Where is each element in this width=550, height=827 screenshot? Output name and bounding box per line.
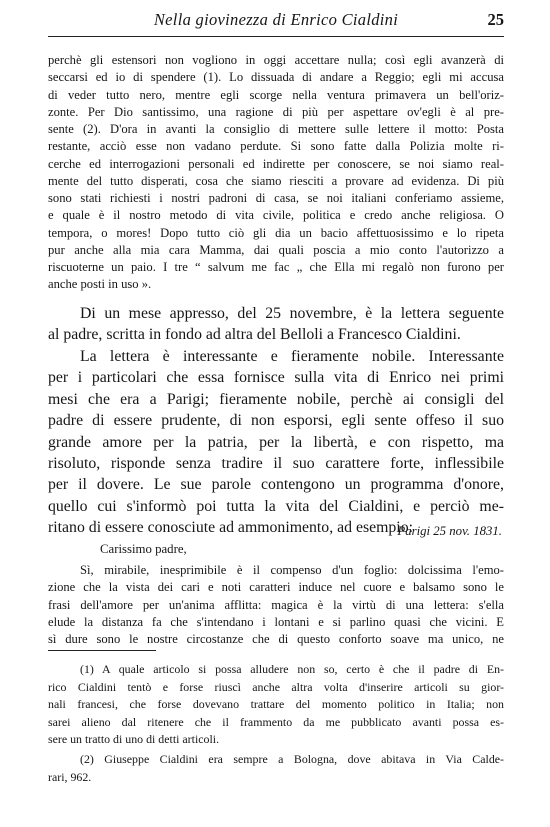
text-line: Sì, mirabile, inesprimibile è il compenso d'un foglio: dolcissima l'emo-: [80, 563, 504, 577]
text-line: per il dovere. Le sue parole contengono un programma d'onore,: [48, 476, 504, 494]
letter-salutation: Carissimo padre,: [100, 542, 187, 556]
text-line: ritano di essere conosciute ad ammonimento, ad esempio:: [48, 519, 413, 537]
text-line: rari, 962.: [48, 769, 92, 784]
text-line: sarei alieno dal ritenere che il frammento da me pubblicato avanti possa es-: [48, 714, 504, 729]
footnote-rule: [48, 650, 156, 651]
text-line: padre di essere prudente, di non esporsi, egli sente offeso il suo: [48, 412, 504, 430]
text-line: frasi dell'amore per un'anima afflitta: magica è la virtù di una lettera: s'ella: [48, 597, 504, 612]
text-line: per i particolari che essa fornisce sulla vita di Enrico nei primi: [48, 369, 504, 387]
text-line: tempora, o mores! Dopo tutto ciò gli dia un bacio affettuosissimo e lo ripeta: [48, 225, 504, 240]
text-line: sì dure sono le nostre circostanze che di questo conforto soave ma unico, ne: [48, 632, 504, 646]
text-line: nali francesi, che forse dovevano trattare del momento politico in Italia; non: [48, 697, 504, 712]
text-line: Di un mese appresso, del 25 novembre, è la lettera seguente: [80, 305, 504, 322]
text-line: e quale è il nostro metodo di vita civile, politica e credo anche religiosa. O: [48, 208, 504, 223]
text-line: zonte. Per Dio santissimo, una ragione di più per aspettare ov'egli è al pre-: [48, 104, 504, 119]
text-line: sono stati richiesti i nostri padroni di casa, se noi italiani conferiamo assieme,: [48, 191, 504, 205]
text-line: rico Cialdini tentò e forse riuscì anche altra volta d'inserire articoli su gior-: [48, 679, 504, 694]
text-line: cerche ed interrogazioni personali ed indirette per conoscere, se noi siamo real-: [48, 156, 504, 171]
letter-dateline: Parigi 25 nov. 1831.: [397, 524, 502, 538]
text-line: mente del tutto disperati, cosa che siamo riesciti a provare ad evidenza. Di più: [48, 173, 504, 188]
text-line: zione che la vista dei cari e noti caratteri induce nel cuore e balsamo sono le: [48, 580, 504, 595]
text-line: La lettera è interessante e fieramente nobile. Interessante: [80, 348, 504, 365]
text-line: sere un tratto di uno di detti articoli.: [48, 732, 220, 747]
running-title: Nella giovinezza di Enrico Cialdini: [153, 10, 399, 29]
text-line: di veder tutto nero, mentre egli scorge nella ventura primavera un bell'oriz-: [48, 87, 504, 102]
text-line: seccarsi ed io di spendere (1). Lo dissuada di andare a Reggio; egli mi accusa: [48, 70, 504, 85]
letter-continuation: [48, 52, 504, 294]
letter-body: [48, 562, 504, 648]
text-line: risoluto, risponde senza tradire il suo carattere forte, inflessibile: [48, 455, 504, 473]
text-line: sente (2). D'ora in avanti la consiglio di mettere sulle lettere il motto: Posta: [48, 122, 504, 136]
text-line: grande amore per la patria, per la libertà, e con rispetto, ma: [48, 433, 504, 451]
body-paragraph: [48, 346, 504, 539]
text-line: elude la distanza fa che s'intendano i lontani e si parlino quasi che vicini. E: [48, 614, 504, 629]
text-line: quello cui s'informò poi tutta la vita del Cialdini, e perciò me-: [48, 497, 504, 515]
text-line: pur anche alla mia cara Mamma, dai quali poscia a mio conto l'autorizzo a: [48, 242, 504, 257]
text-line: perchè gli estensori non vogliono in oggi accettare nulla; così egli avanzerà di: [48, 53, 504, 67]
footnote-1: [48, 661, 504, 749]
text-line: al padre, scritta in fondo ad altra del Belloli a Francesco Cialdini.: [48, 326, 461, 344]
text-line: (1) A quale articolo si possa alludere non so, certo è che il padre di En-: [80, 662, 504, 676]
footnote-2: [48, 751, 504, 786]
body-paragraph: [48, 303, 504, 346]
text-line: mesi che era a Parigi; fieramente nobile, perchè ai consigli del: [48, 390, 504, 408]
text-line: (2) Giuseppe Cialdini era sempre a Bologna, dove abitava in Via Calde-: [80, 752, 504, 766]
text-line: restante, acciò esse non vadano perdute. Si sono fatte dalla Polizia molte ri-: [48, 139, 504, 154]
header-rule: [48, 36, 504, 37]
running-head: [48, 7, 504, 31]
page-number: 25: [487, 10, 504, 29]
text-line: riscuoterne un paio. I tre “ salvum me fac „ che Ella mi regalò non furono per: [48, 260, 504, 274]
text-line: anche posti in uso ».: [48, 277, 152, 292]
